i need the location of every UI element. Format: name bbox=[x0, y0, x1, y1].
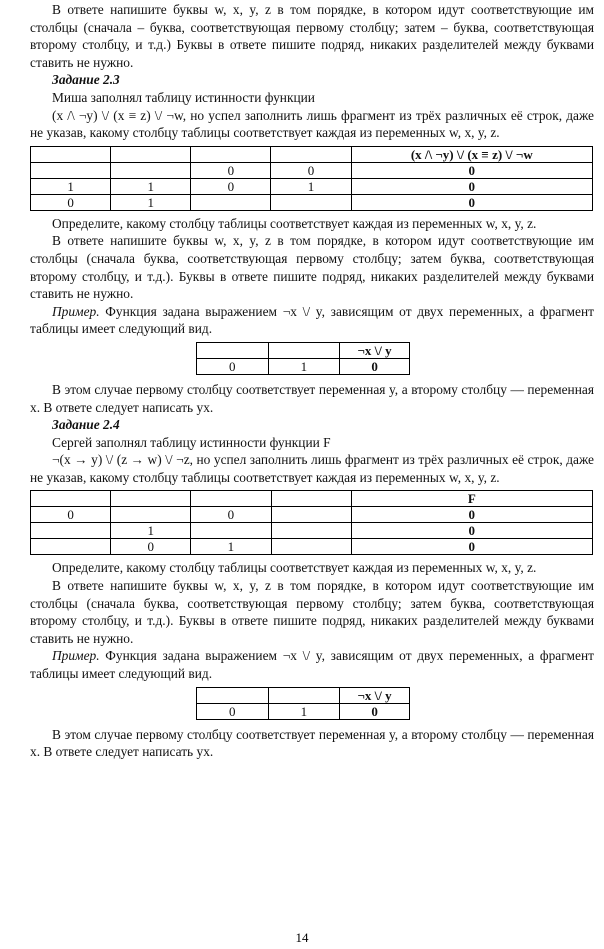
table-cell bbox=[111, 162, 191, 178]
table-cell bbox=[197, 687, 269, 703]
table-cell bbox=[31, 491, 111, 507]
function-value-cell: 0 bbox=[351, 507, 592, 523]
task-2-3-example-table bbox=[196, 342, 410, 375]
task-2-4-statement-rest: , но успел заполнить лишь фрагмент из трёх различных её строк, даже не указав, какому столбцу таблицы соответствует каждая из переменных w, x, y, z. bbox=[30, 452, 594, 485]
task-2-4-formula: ¬(x → y) \/ (z → w) \/ ¬z bbox=[52, 452, 190, 468]
function-value-cell: 0 bbox=[351, 539, 592, 555]
table-cell bbox=[191, 194, 271, 210]
task-2-3-example bbox=[30, 303, 594, 338]
table-cell: 0 bbox=[31, 194, 111, 210]
table-header-row bbox=[197, 687, 410, 703]
table-cell: 0 bbox=[111, 539, 191, 555]
intro-paragraph: В ответе напишите буквы w, x, y, z в том порядке, в котором идут соответствующие им столбцы (сначала – буква, соответствующая первому столбцу; затем – буква, соответствующая второму столбцу, и т.д.) Буквы в ответе пишите подряд, никаких разделителей между буквами ставить не нужно. bbox=[30, 2, 594, 70]
table-cell bbox=[191, 491, 271, 507]
function-value-cell: 0 bbox=[351, 194, 592, 210]
table-cell: 1 bbox=[111, 178, 191, 194]
table-row bbox=[197, 358, 410, 374]
example-text: Функция задана выражением ¬x \/ y, зависящим от двух переменных, а фрагмент таблицы имеет следующий вид. bbox=[30, 648, 594, 682]
function-value-cell: 0 bbox=[340, 358, 410, 374]
task-2-4-title: Задание 2.4 bbox=[52, 417, 120, 433]
table-cell: 1 bbox=[268, 703, 340, 719]
task-2-3-answer-rules: В ответе напишите буквы w, x, y, z в том порядке, в котором идут соответствующие им столбцы (сначала буква, соответствующая первому столбцу; затем буква, соответствующая второму столбцу, и т.д.). Буквы в ответе пишите подряд, никаких разделителей между буквами ставить не нужно. bbox=[30, 233, 594, 302]
table-cell: 1 bbox=[191, 539, 271, 555]
function-value-cell: 0 bbox=[351, 162, 592, 178]
example-label: Пример. bbox=[52, 648, 100, 664]
task-2-3-example-conclusion: В этом случае первому столбцу соответствует переменная y, а второму столбцу — переменная x. В ответе следует написать yx. bbox=[30, 381, 594, 415]
table-cell bbox=[191, 523, 271, 539]
table-cell: 1 bbox=[268, 358, 340, 374]
function-header-cell: ¬x \/ y bbox=[340, 342, 410, 358]
task-2-3-line1: Миша заполнял таблицу истинности функции bbox=[52, 89, 315, 105]
table-cell bbox=[197, 342, 269, 358]
table-cell: 0 bbox=[191, 178, 271, 194]
table-header-row bbox=[31, 146, 593, 162]
task-2-3-truth-table bbox=[30, 146, 593, 211]
table-row bbox=[31, 178, 593, 194]
task-2-4-statement bbox=[30, 451, 594, 486]
task-2-3-title: Задание 2.3 bbox=[52, 72, 120, 88]
task-2-4-example-conclusion: В этом случае первому столбцу соответствует переменная y, а второму столбцу — переменная x. В ответе следует написать yx. bbox=[30, 726, 594, 760]
task-2-3-question: Определите, какому столбцу таблицы соответствует каждая из переменных w, x, y, z. bbox=[52, 215, 537, 231]
table-cell bbox=[271, 146, 351, 162]
table-cell: 0 bbox=[191, 507, 271, 523]
table-header-row bbox=[31, 491, 593, 507]
table-cell bbox=[271, 194, 351, 210]
table-cell bbox=[271, 539, 351, 555]
task-2-3-statement bbox=[30, 107, 594, 142]
task-2-4-example-table bbox=[196, 687, 410, 720]
table-cell: 1 bbox=[271, 178, 351, 194]
table-row bbox=[31, 162, 593, 178]
table-cell bbox=[31, 146, 111, 162]
table-cell bbox=[111, 507, 191, 523]
table-header-row bbox=[197, 342, 410, 358]
task-2-4-line1: Сергей заполнял таблицу истинности функции F bbox=[52, 434, 331, 450]
table-cell bbox=[271, 523, 351, 539]
task-2-3-formula: (x /\ ¬y) \/ (x ≡ z) \/ ¬w bbox=[52, 107, 183, 123]
table-cell: 1 bbox=[31, 178, 111, 194]
function-header-cell: F bbox=[351, 491, 592, 507]
table-cell bbox=[111, 491, 191, 507]
table-cell bbox=[111, 146, 191, 162]
table-cell bbox=[271, 491, 351, 507]
function-header-cell: ¬x \/ y bbox=[340, 687, 410, 703]
table-cell: 1 bbox=[111, 523, 191, 539]
function-value-cell: 0 bbox=[351, 523, 592, 539]
table-cell bbox=[31, 523, 111, 539]
table-cell bbox=[268, 687, 340, 703]
table-row bbox=[31, 507, 593, 523]
table-cell bbox=[31, 162, 111, 178]
function-header-cell: (x /\ ¬y) \/ (x ≡ z) \/ ¬w bbox=[351, 146, 592, 162]
function-value-cell: 0 bbox=[351, 178, 592, 194]
table-row bbox=[31, 539, 593, 555]
table-cell: 0 bbox=[271, 162, 351, 178]
task-2-3-statement-rest: , но успел заполнить лишь фрагмент из трёх различных её строк, даже не указав, какому столбцу таблицы соответствует каждая из переменных w, x, y, z. bbox=[30, 107, 594, 141]
task-2-4-example bbox=[30, 647, 594, 682]
task-2-4-answer-rules: В ответе напишите буквы w, x, y, z в том порядке, в котором идут соответствующие им столбцы (сначала буква, соответствующая первому столбцу; затем буква, соответствующая второму столбцу, и т.д.). Буквы в ответе пишите подряд, никаких разделителей между буквами ставить не нужно. bbox=[30, 578, 594, 646]
table-cell: 1 bbox=[111, 194, 191, 210]
table-cell bbox=[191, 146, 271, 162]
example-text: Функция задана выражением ¬x \/ y, зависящим от двух переменных, а фрагмент таблицы имеет следующий вид. bbox=[30, 303, 594, 337]
page-number: 14 bbox=[295, 930, 309, 945]
table-row bbox=[197, 703, 410, 719]
table-row bbox=[31, 523, 593, 539]
table-cell bbox=[268, 342, 340, 358]
table-cell: 0 bbox=[191, 162, 271, 178]
function-value-cell: 0 bbox=[340, 703, 410, 719]
table-cell bbox=[31, 539, 111, 555]
table-cell: 0 bbox=[197, 358, 269, 374]
table-row bbox=[31, 194, 593, 210]
task-2-4-question: Определите, какому столбцу таблицы соответствует каждая из переменных w, x, y, z. bbox=[52, 560, 537, 576]
table-cell: 0 bbox=[31, 507, 111, 523]
task-2-4-truth-table bbox=[30, 490, 593, 555]
table-cell: 0 bbox=[197, 703, 269, 719]
example-label: Пример. bbox=[52, 303, 100, 319]
table-cell bbox=[271, 507, 351, 523]
